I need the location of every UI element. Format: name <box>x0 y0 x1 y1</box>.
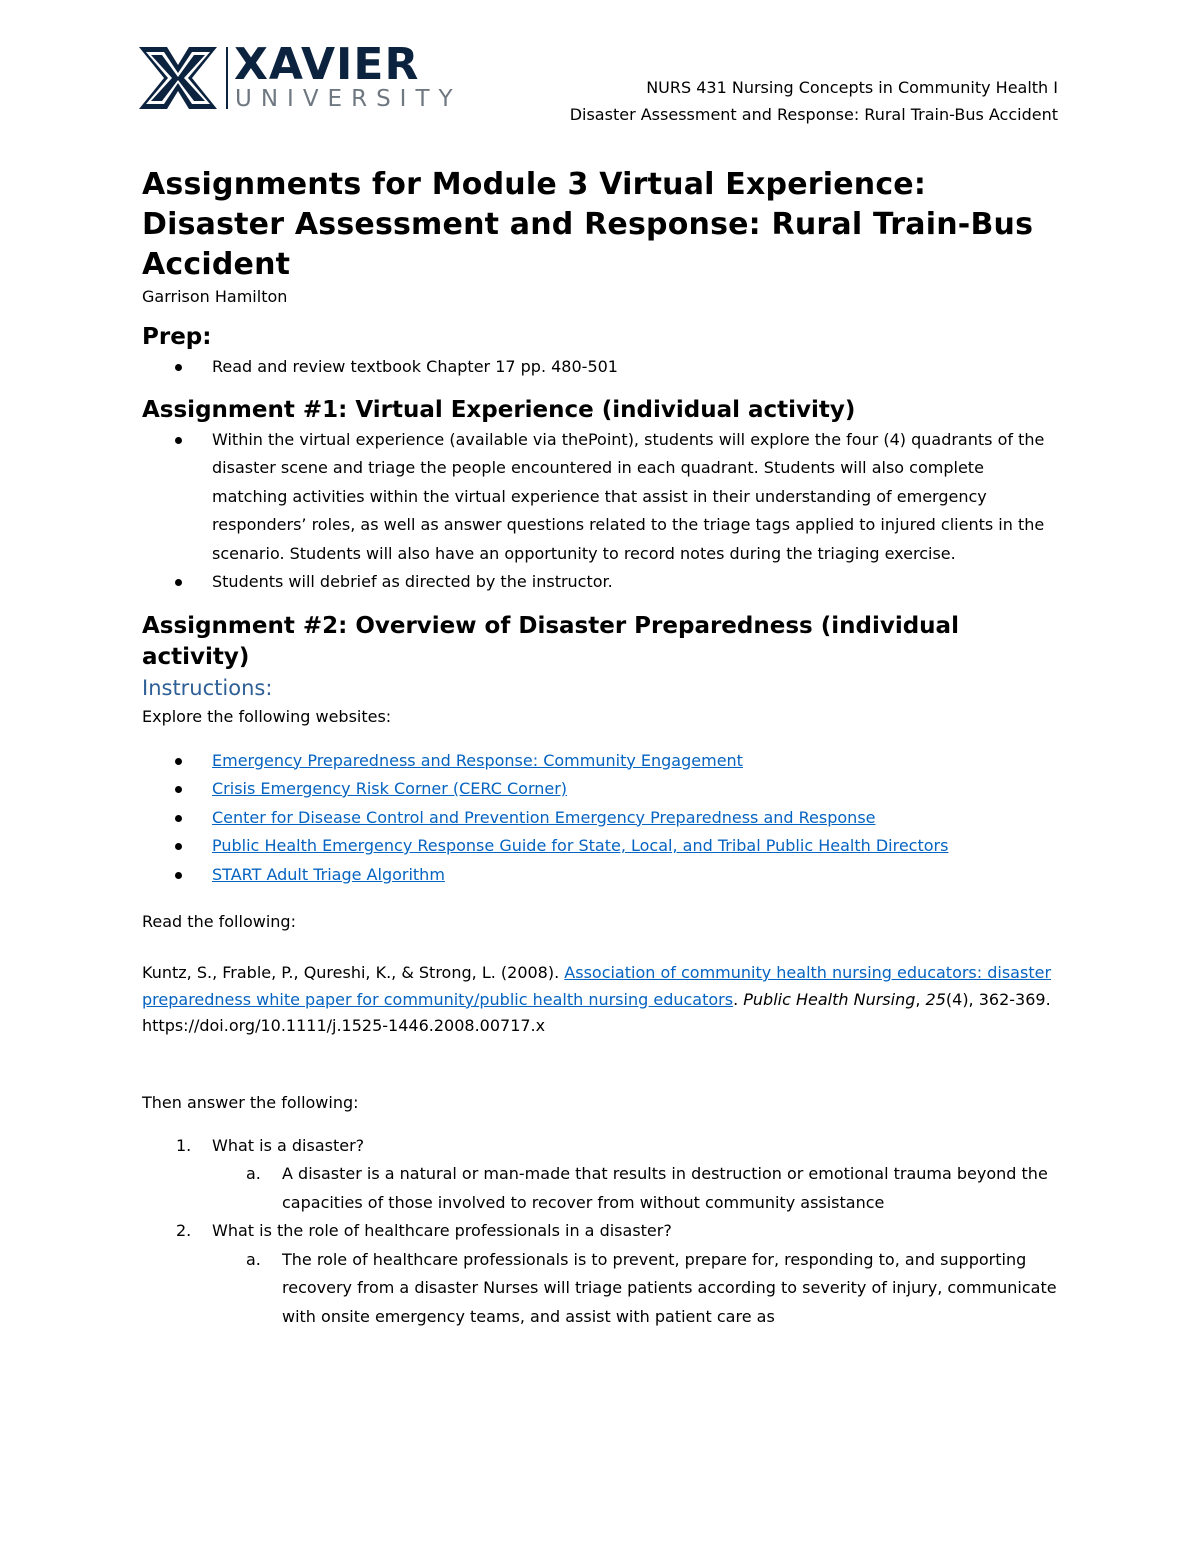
answer-letter: a. <box>246 1164 261 1183</box>
answer-text: The role of healthcare professionals is to prevent, prepare for, responding to, and supporting recovery from a disaster Nurses will triage patients according to severity of injury, communicate with onsite emergency teams, and assist with patient care as <box>282 1249 1057 1326</box>
link-cdc-preparedness[interactable]: Center for Disease Control and Prevention Emergency Preparedness and Response <box>212 807 876 827</box>
citation-journal: Public Health Nursing <box>743 989 916 1009</box>
question-text: What is a disaster? <box>212 1135 365 1155</box>
assignment2-heading: Assignment #2: Overview of Disaster Preparedness (individual activity) <box>142 612 959 670</box>
header-module: Disaster Assessment and Response: Rural Train-Bus Accident <box>569 105 1058 124</box>
question-item <box>142 1132 1062 1218</box>
citation-comma: , <box>915 989 926 1009</box>
question-item <box>142 1217 1062 1331</box>
list-item: Students will debrief as directed by the instructor. <box>142 568 1062 597</box>
instructions-heading: Instructions: <box>142 675 273 700</box>
list-item <box>142 832 1062 861</box>
citation-volume: 25 <box>925 989 946 1009</box>
list-item: Read and review textbook Chapter 17 pp. 480-501 <box>142 353 1062 382</box>
list-item <box>142 861 1062 890</box>
answer-item <box>212 1246 1062 1332</box>
logo-subtext: UNIVERSITY <box>235 86 462 112</box>
questions-list <box>142 1132 1062 1332</box>
prep-heading: Prep: <box>142 324 212 350</box>
assignment1-heading: Assignment #1: Virtual Experience (individual activity) <box>142 396 856 423</box>
website-links-list <box>142 747 1062 890</box>
list-item <box>142 804 1062 833</box>
citation-period: . <box>733 989 739 1009</box>
list-item <box>142 747 1062 776</box>
author-name: Garrison Hamilton <box>142 287 288 306</box>
citation-link[interactable]: Association of community health nursing educators: disaster preparedness white paper for community/public health nursing educators <box>142 963 1052 1009</box>
list-item <box>142 775 1062 804</box>
prep-list <box>142 353 1062 382</box>
x-emblem-icon <box>137 43 219 113</box>
logo-divider <box>226 47 228 109</box>
header-course: NURS 431 Nursing Concepts in Community Health I <box>646 78 1058 97</box>
list-item: Within the virtual experience (available via thePoint), students will explore the four (4) quadrants of the disaster scene and triage the people encountered in each quadrant. Students will also complete matching activities within the virtual experience that assist in their understanding of emergency responders’ roles, as well as answer questions related to the triage tags applied to injured clients in the scenario. Students will also have an opportunity to record notes during the triaging exercise. <box>142 426 1062 569</box>
explore-label: Explore the following websites: <box>142 706 392 726</box>
read-label: Read the following: <box>142 912 296 931</box>
answer-letter: a. <box>246 1249 261 1269</box>
assignment1-list <box>142 426 1062 597</box>
link-cerc-corner[interactable]: Crisis Emergency Risk Corner (CERC Corner) <box>212 779 568 798</box>
logo-wordmark: XAVIER <box>234 39 420 90</box>
link-community-engagement[interactable]: Emergency Preparedness and Response: Community Engagement <box>212 750 743 770</box>
page-header <box>570 74 1058 128</box>
question-text: What is the role of healthcare professionals in a disaster? <box>212 1221 672 1240</box>
document-body <box>142 165 1062 1331</box>
answer-item <box>212 1160 1062 1217</box>
link-start-triage[interactable]: START Adult Triage Algorithm <box>212 864 445 884</box>
citation-issue-pages: (4), 362-369. https://doi.org/10.1111/j.1525-1446.2008.00717.x <box>142 989 1051 1035</box>
citation <box>142 960 1062 1040</box>
citation-authors: Kuntz, S., Frable, P., Qureshi, K., & Strong, L. (2008). <box>142 963 560 982</box>
answer-label: Then answer the following: <box>142 1092 359 1112</box>
question-number: 2. <box>176 1221 192 1240</box>
answer-text: A disaster is a natural or man-made that results in destruction or emotional trauma beyond the capacities of those involved to recover from without community assistance <box>282 1164 1048 1212</box>
document-title: Assignments for Module 3 Virtual Experience: Disaster Assessment and Response: Rural Train-Bus Accident <box>142 167 1034 282</box>
link-public-health-guide[interactable]: Public Health Emergency Response Guide for State, Local, and Tribal Public Health Directors <box>212 836 949 855</box>
question-number: 1. <box>176 1135 192 1155</box>
xavier-university-logo <box>137 39 482 113</box>
